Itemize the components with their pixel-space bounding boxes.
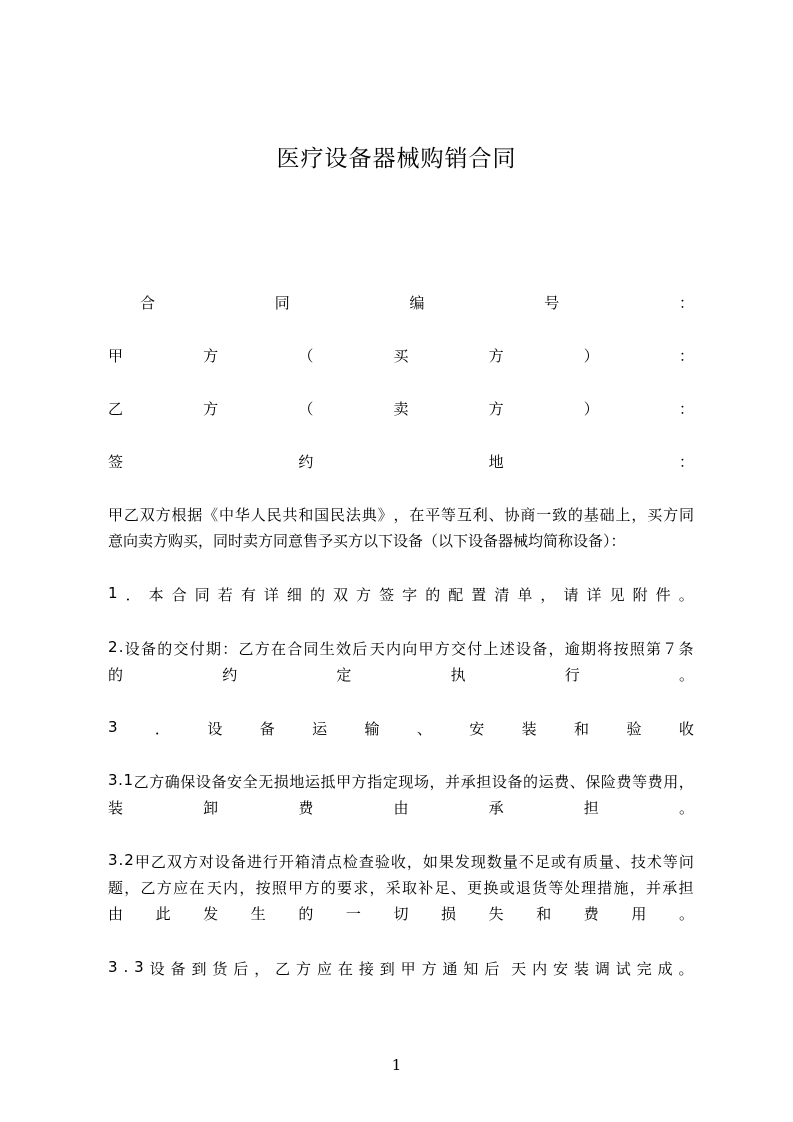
contract-number-field: 合 同 编 号 ：: [140, 294, 694, 312]
document-title: 医疗设备器械购销合同: [276, 146, 517, 172]
clause-3-1-line-2: 装 卸 费 由 承 担 。: [108, 799, 694, 817]
clause-2-line-1: 2 . 设 备 的 交 付 期 ： 乙 方 在 合 同 生 效 后 天 内 向 甲 方 交 付 上 述 设 备 ， 逾 期 将 按 照 第 ７ 条: [108, 638, 694, 658]
intro-line-1: 甲 乙 双 方 根 据 《 中 华 人 民 共 和 国 民 法 典 》 ， 在 平 等 互 利 、 协 商 一 致 的 基 础 上 ， 买 方 同: [108, 506, 694, 524]
clause-3-2-line-3: 由 此 发 生 的 一 切 损 失 和 费 用 。: [108, 905, 694, 923]
clause-3-1-line-1: 3 . 1 乙 方 确 保 设 备 安 全 无 损 地 运 抵 甲 方 指 定 现 场 ， 并 承 担 设 备 的 运 费 、 保 险 费 等 费 用 ，: [108, 771, 694, 791]
page-number: 1: [391, 1056, 402, 1074]
signing-place-field: 签 约 地 ：: [108, 453, 694, 471]
clause-1: 1 ． 本 合 同 若 有 详 细 的 双 方 签 字 的 配 置 清 单 ， 请 详 见 附 件 。: [108, 584, 694, 604]
party-b-field: 乙 方 （ 卖 方 ） ：: [108, 400, 694, 418]
party-a-field: 甲 方 （ 买 方 ） ：: [108, 347, 694, 365]
clause-3-3: 3 . 3 设 备 到 货 后 ， 乙 方 应 在 接 到 甲 方 通 知 后 天 内 安 装 调 试 完 成 。: [108, 958, 694, 978]
clause-3-heading: 3 ． 设 备 运 输 、 安 装 和 验 收: [108, 718, 694, 738]
clause-3-2-line-1: 3 . 2 甲 乙 双 方 对 设 备 进 行 开 箱 清 点 检 查 验 收 ， 如 果 发 现 数 量 不 足 或 有 质 量 、 技 术 等 问: [108, 851, 694, 871]
intro-line-2: 意向卖方购买，同时卖方同意售予买方以下设备（以下设备器械均简称设备）：: [108, 532, 626, 550]
clause-3-2-line-2: 题 ， 乙 方 应 在 天 内 ， 按 照 甲 方 的 要 求 ， 采 取 补 足 、 更 换 或 退 货 等 处 理 措 施 ， 并 承 担: [108, 879, 694, 897]
clause-2-line-2: 的 约 定 执 行 。: [108, 666, 694, 684]
